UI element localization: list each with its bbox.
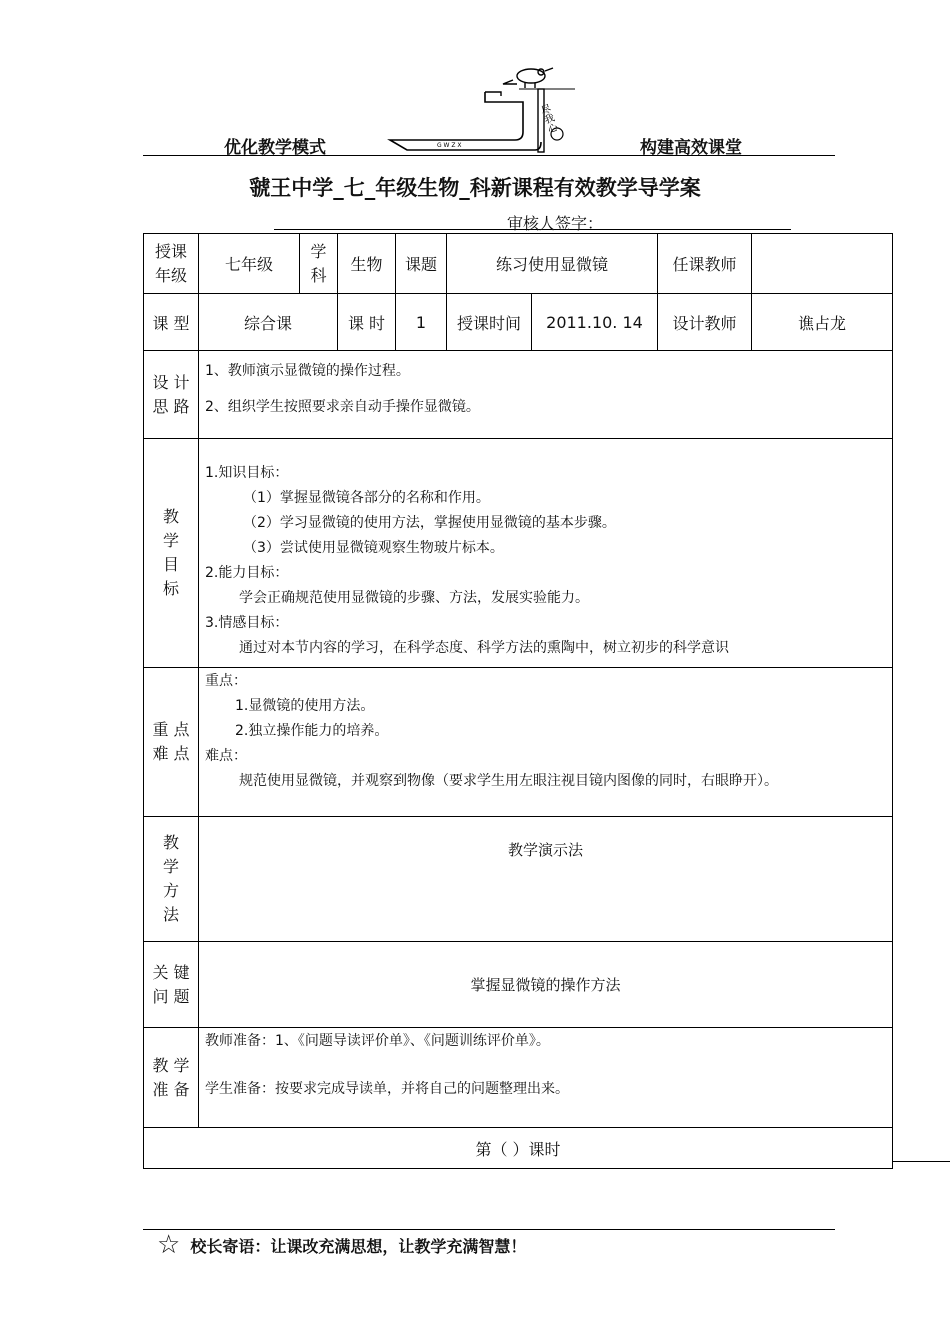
type-label: 课 型	[144, 294, 199, 351]
design-label	[144, 351, 199, 439]
method-label-char: 学	[162, 857, 179, 876]
row-lesson-number	[144, 1128, 893, 1169]
footer	[157, 1232, 526, 1258]
knowledge-goal-item: （2）学习显微镜的使用方法，掌握使用显微镜的基本步骤。	[243, 515, 616, 531]
key-question-text: 掌握显微镜的操作方法	[199, 942, 893, 1028]
ability-goal-text: 学会正确规范使用显微镜的步骤、方法，发展实验能力。	[239, 590, 589, 606]
row-design-idea	[144, 351, 893, 439]
subject-value: 生物	[338, 234, 396, 294]
grade-value: 七年级	[199, 234, 300, 294]
footer-rule	[143, 1229, 835, 1230]
prep-label-line2: 准 备	[152, 1079, 190, 1099]
teacher-prep: 教师准备：1、《问题导读评价单》、《问题训练评价单》。	[205, 1033, 550, 1049]
reviewer-signature-label: 审核人签字：	[507, 214, 604, 233]
knowledge-goal-title: 1.知识目标：	[205, 465, 289, 481]
knowledge-goal-item: （1）掌握显微镜各部分的名称和作用。	[243, 490, 490, 506]
grade-label: 授课年级	[144, 234, 199, 294]
row-lesson-info	[144, 294, 893, 351]
prep-content	[199, 1028, 893, 1128]
header-rule	[143, 155, 835, 156]
goals-label-char: 目	[162, 555, 179, 574]
school-logo	[385, 62, 595, 156]
subject-label: 学科	[300, 234, 338, 294]
focus-label-line2: 难 点	[152, 744, 190, 763]
design-line: 2、组织学生按照要求亲自动手操作显微镜。	[205, 399, 480, 415]
goals-label-char: 标	[162, 579, 179, 598]
row-teaching-method	[144, 817, 893, 942]
key-point-item: 2.独立操作能力的培养。	[235, 723, 389, 739]
header-right-slogan: 构建高效课堂	[640, 138, 742, 158]
focus-content	[199, 668, 893, 817]
topic-label: 课题	[396, 234, 447, 294]
star-icon: ☆	[157, 1230, 181, 1260]
type-value: 综合课	[199, 294, 338, 351]
ability-goal-title: 2.能力目标：	[205, 565, 289, 581]
margin-line	[892, 1161, 950, 1162]
designer-label: 设计教师	[658, 294, 752, 351]
design-label-line2: 思 路	[152, 396, 190, 416]
emotion-goal-title: 3.情感目标：	[205, 615, 289, 631]
student-prep: 学生准备：按要求完成导读单，并将自己的问题整理出来。	[205, 1081, 569, 1097]
difficulty-title: 难点：	[205, 748, 247, 764]
difficulty-text: 规范使用显微镜，并观察到物像（要求学生用左眼注视目镜内图像的同时，右眼睁开）。	[239, 773, 778, 789]
teacher-value	[752, 234, 893, 294]
lesson-plan-table	[143, 233, 893, 1169]
goals-content	[199, 439, 893, 668]
row-preparation	[144, 1028, 893, 1128]
method-label-char: 教	[162, 833, 179, 852]
hours-value: 1	[396, 294, 447, 351]
logo-side-text: 尽我心	[537, 103, 558, 136]
emotion-goal-text: 通过对本节内容的学习，在科学态度、科学方法的熏陶中，树立初步的科学意识	[239, 640, 729, 656]
designer-value: 谯占龙	[752, 294, 893, 351]
topic-value: 练习使用显微镜	[447, 234, 658, 294]
key-question-label-line1: 关 键	[152, 962, 190, 982]
method-label	[144, 817, 199, 942]
row-teaching-goals	[144, 439, 893, 668]
row-key-difficult	[144, 668, 893, 817]
knowledge-goal-item: （3）尝试使用显微镜观察生物玻片标本。	[243, 540, 504, 556]
goals-label-char: 教	[162, 507, 179, 526]
prep-label	[144, 1028, 199, 1128]
focus-label-line1: 重 点	[152, 720, 190, 739]
key-point-title: 重点：	[205, 673, 247, 689]
focus-label	[144, 668, 199, 817]
design-line: 1、教师演示显微镜的操作过程。	[205, 363, 410, 379]
page-title: 虢王中学_七_年级生物_科新课程有效教学导学案	[249, 176, 701, 200]
logo-letters: G W Z X	[437, 142, 462, 149]
key-point-item: 1.显微镜的使用方法。	[235, 698, 375, 714]
method-label-char: 法	[162, 905, 179, 924]
method-text: 教学演示法	[199, 817, 893, 942]
design-label-line1: 设 计	[152, 372, 190, 392]
time-label: 授课时间	[447, 294, 532, 350]
key-question-label-line2: 问 题	[152, 986, 190, 1006]
prep-label-line1: 教 学	[152, 1055, 190, 1075]
lesson-number: 第（ ）课时	[144, 1128, 893, 1169]
time-value: 2011.10. 14	[546, 312, 643, 332]
principal-message: 校长寄语：让课改充满思想，让教学充满智慧！	[190, 1236, 527, 1256]
row-basic-info	[144, 234, 893, 294]
design-content	[199, 351, 893, 439]
goals-label	[144, 439, 199, 668]
goals-label-char: 学	[162, 531, 179, 550]
hours-label: 课 时	[338, 294, 396, 351]
row-key-question	[144, 942, 893, 1028]
header-left-slogan: 优化教学模式	[224, 138, 326, 158]
method-label-char: 方	[162, 881, 179, 900]
bird-icon	[503, 68, 575, 89]
key-question-label	[144, 942, 199, 1028]
time-cell	[447, 294, 658, 351]
teacher-label: 任课教师	[658, 234, 752, 294]
